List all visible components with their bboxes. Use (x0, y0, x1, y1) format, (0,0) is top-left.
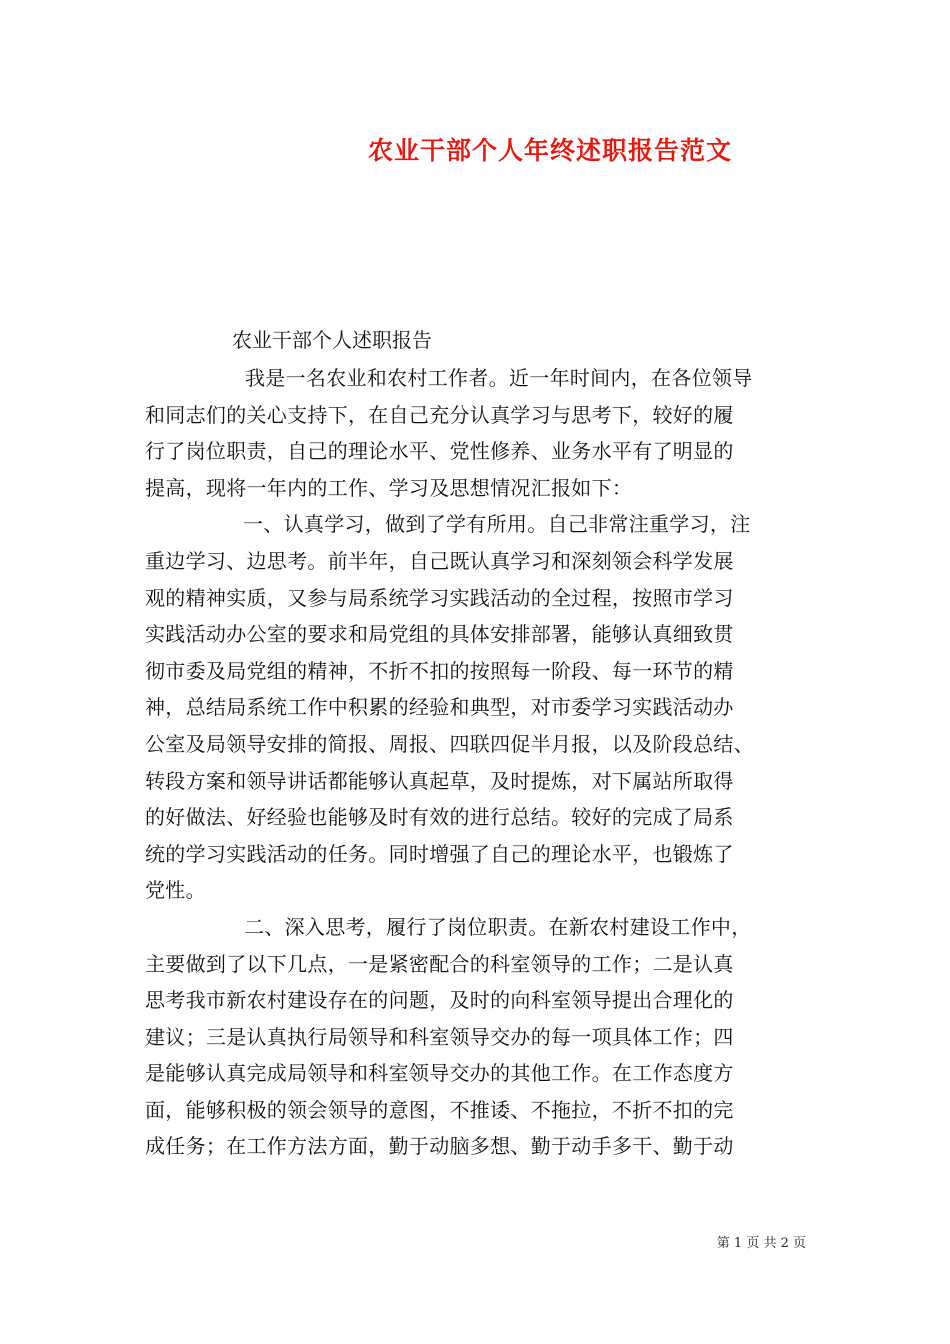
paragraph-line: 提高，现将一年内的工作、学习及思想情况汇报如下： (145, 475, 633, 500)
document-subtitle: 农业干部个人述职报告 (232, 328, 432, 352)
paragraph-line: 重边学习、边思考。前半年，自己既认真学习和深刻领会科学发展 (145, 548, 734, 573)
paragraph-line: 转段方案和领导讲话都能够认真起草，及时提炼，对下属站所取得 (145, 768, 734, 793)
paragraph-line: 和同志们的关心支持下，在自己充分认真学习与思考下，较好的履 (145, 402, 734, 427)
paragraph-line: 彻市委及局党组的精神，不折不扣的按照每一阶段、每一环节的精 (145, 658, 734, 683)
paragraph-line: 一、认真学习，做到了学有所用。自己非常注重学习，注 (243, 512, 751, 537)
paragraph-line: 行了岗位职责，自己的理论水平、党性修养、业务水平有了明显的 (145, 439, 734, 464)
paragraph-line: 统的学习实践活动的任务。同时增强了自己的理论水平，也锻炼了 (145, 841, 734, 866)
paragraph-line: 建议；三是认真执行局领导和科室领导交办的每一项具体工作；四 (145, 1024, 734, 1049)
document-title: 农业干部个人年终述职报告范文 (367, 136, 732, 165)
paragraph-line: 二、深入思考，履行了岗位职责。在新农村建设工作中， (244, 914, 752, 939)
paragraph-line: 成任务；在工作方法方面，勤于动脑多想、勤于动手多干、勤于动 (145, 1134, 734, 1159)
paragraph-line: 面，能够积极的领会领导的意图，不推诿、不拖拉，不折不扣的完 (145, 1097, 734, 1122)
paragraph-line: 主要做到了以下几点，一是紧密配合的科室领导的工作；二是认真 (145, 951, 734, 976)
document-body (145, 360, 825, 1165)
paragraph-line: 思考我市新农村建设存在的问题，及时的向科室领导提出合理化的 (145, 988, 734, 1013)
page-number-footer: 第 1 页 共 2 页 (716, 1236, 806, 1251)
paragraph-line: 我是一名农业和农村工作者。近一年时间内，在各位领导 (245, 366, 753, 390)
paragraph-section-one (145, 506, 825, 909)
paragraph-section-two (145, 909, 825, 1165)
paragraph-line: 实践活动办公室的要求和局党组的具体安排部署，能够认真细致贯 (145, 622, 734, 647)
paragraph-line: 党性。 (145, 878, 206, 903)
paragraph-line: 公室及局领导安排的简报、周报、四联四促半月报，以及阶段总结、 (145, 731, 754, 756)
paragraph-intro (145, 360, 825, 506)
paragraph-line: 的好做法、好经验也能够及时有效的进行总结。较好的完成了局系 (145, 805, 734, 830)
paragraph-line: 神，总结局系统工作中积累的经验和典型，对市委学习实践活动办 (145, 695, 734, 720)
paragraph-line: 观的精神实质，又参与局系统学习实践活动的全过程，按照市学习 (145, 585, 734, 610)
paragraph-line: 是能够认真完成局领导和科室领导交办的其他工作。在工作态度方 (145, 1061, 734, 1086)
